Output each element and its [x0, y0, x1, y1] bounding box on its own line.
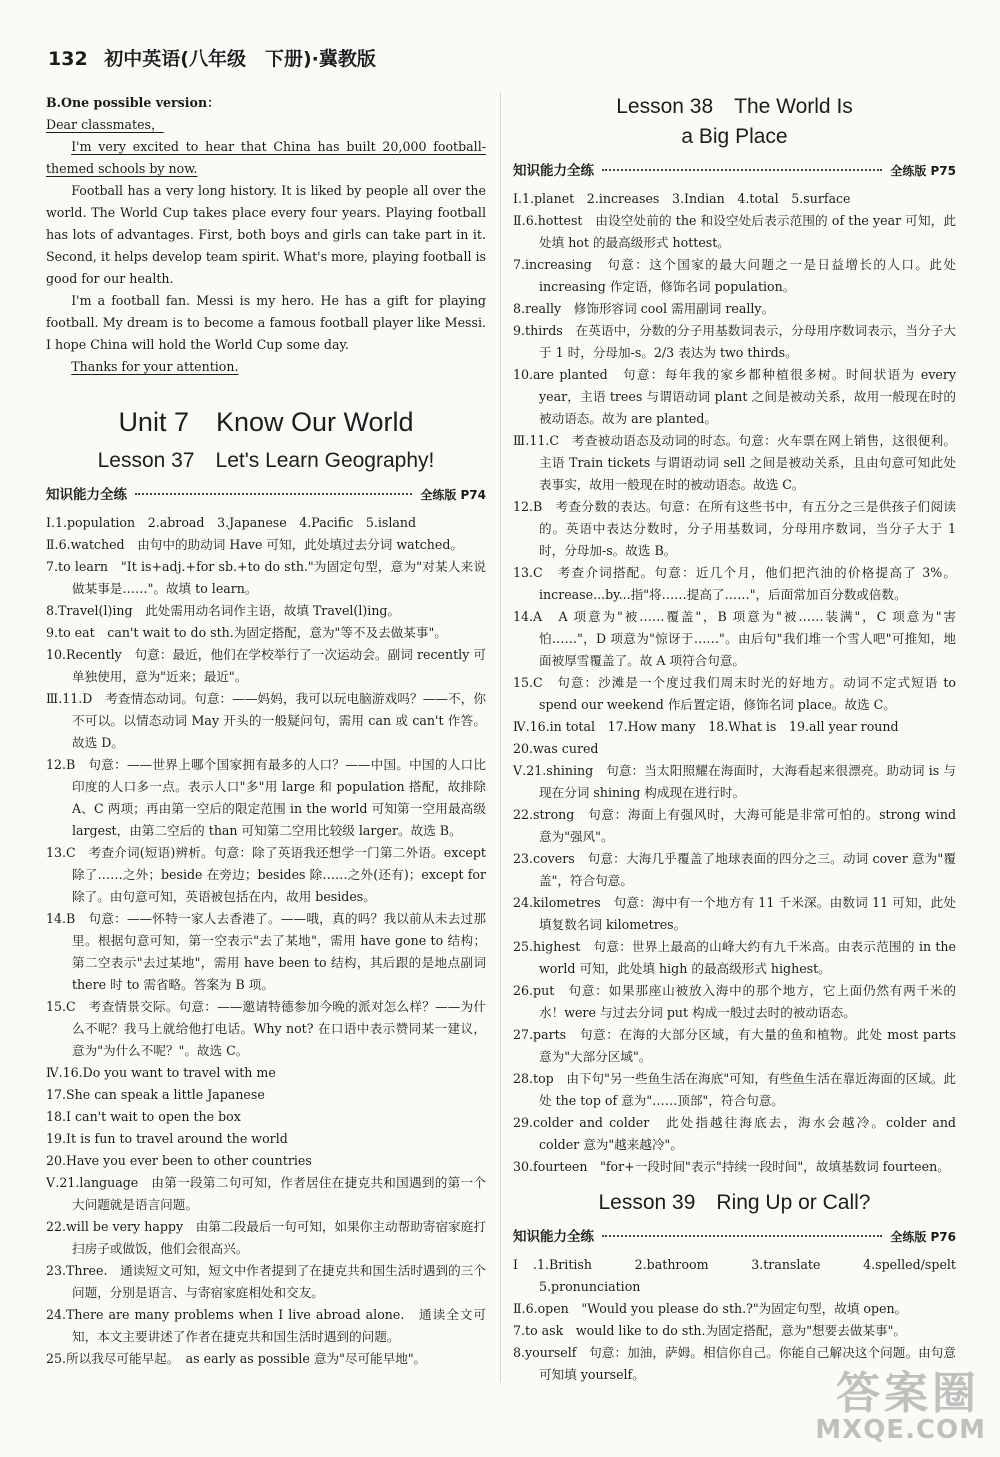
answer-item: 28.top 由下句"另一些鱼生活在海底"可知，有些鱼生活在靠近海面的区域。此处 the top of 意为"……顶部"，符合句意。: [513, 1071, 956, 1108]
answer-item: Ⅰ.1.British 2.bathroom 3.translate 4.spelled/spelt 5.pronunciation: [513, 1257, 969, 1294]
answer-item: Ⅱ.6.watched 由句中的助动词 Have 可知，此处填过去分词 watched。: [46, 537, 463, 552]
answer-item: Ⅰ.1.population 2.abroad 3.Japanese 4.Pacific 5.island: [46, 515, 417, 530]
letter-greeting: Dear classmates，: [46, 117, 164, 132]
answer-item: 10.are planted 句意：每年我的家乡都种植很多树。时间状语为 every year，主语 trees 与谓语动词 plant 之间是被动关系，故用一般现在时的被动语态。故为 are planted。: [513, 367, 956, 426]
dotted-leader: [602, 1235, 882, 1237]
answer-item: 22.strong 句意：海面上有强风时，大海可能是非常可怕的。strong wind 意为"强风"。: [513, 807, 956, 844]
answer-item: Ⅱ.6.open "Would you please do sth.?"为固定句型，故填 open。: [513, 1301, 908, 1316]
letter-closing: Thanks for your attention.: [71, 359, 239, 374]
answer-item: 7.increasing 句意：这个国家的最大问题之一是日益增长的人口。此处 increasing 作定语，修饰名词 population。: [513, 257, 956, 294]
letter-paragraph-1: Football has a very long history. It is liked by people all over the world. The World Cup takes place every four years. Playing football has lots of advantages. First, both boys and girls can take part in it. Second, it helps develop team spirit. What's more, playing football is good for our health.: [46, 183, 486, 286]
dotted-leader: [135, 493, 412, 495]
watermark-logo-text: 答案圈: [836, 1368, 980, 1419]
answer-item: Ⅱ.6.hottest 由设空处前的 the 和设空处后表示范围的 of the year 可知，此处填 hot 的最高级形式 hottest。: [513, 213, 956, 250]
answer-item: 24.There are many problems when I live abroad alone. 通读全文可知，本文主要讲述了作者在捷克共和国生活时遇到的问题。: [46, 1307, 486, 1344]
section-ref: 全练版 P76: [890, 1230, 956, 1244]
answer-item: 12.B 考查分数的表达。句意：在所有这些书中，有五分之三是供孩子们阅读的。英语中表达分数时，分子用基数词，分母用序数词，当分子大于 1 时，分母加-s。故选 B。: [513, 499, 956, 558]
lesson-38-answers: [513, 188, 956, 1178]
answer-item: 15.C 考查情景交际。句意：——邀请特德参加今晚的派对怎么样？——为什么不呢？我马上就给他打电话。Why not? 在口语中表示赞同某一建议，意为"为什么不呢？"。故选 C。: [46, 999, 486, 1058]
answer-item: Ⅴ.21.language 由第一段第二句可知，作者居住在捷克共和国遇到的第一个大问题就是语言问题。: [46, 1175, 486, 1212]
answer-item: 9.thirds 在英语中，分数的分子用基数词表示，分母用序数词表示，当分子大于 1 时，分母加-s。2/3 表达为 two thirds。: [513, 323, 956, 360]
lesson-37-title: Lesson 37 Let's Learn Geography!: [97, 449, 435, 472]
answer-item: 24.kilometres 句意：海中有一个地方有 11 千米深。由数词 11 可知，此处填复数名词 kilometres。: [513, 895, 956, 932]
section-bar-lesson-37: [46, 484, 486, 506]
answer-item: Ⅰ.1.planet 2.increases 3.Indian 4.total 5.surface: [513, 191, 851, 206]
lesson-39-title: Lesson 39 Ring Up or Call?: [598, 1191, 871, 1214]
answer-item: 13.C 考查介词搭配。句意：近几个月，他们把汽油的价格提高了 3%。increase...by...指"将……提高了……"，后面常加百分数或倍数。: [513, 565, 956, 602]
answer-item: 17.She can speak a little Japanese: [46, 1087, 265, 1102]
lesson-37-answers: [46, 512, 486, 1370]
book-title: 初中英语(八年级 下册)·冀教版: [104, 48, 376, 70]
answer-item: 7.to learn "It is+adj.+for sb.+to do sth."为固定句型，意为"对某人来说做某事是……"。故填 to learn。: [46, 559, 486, 596]
answer-item: 8.Travel(l)ing 此处需用动名词作主语，故填 Travel(l)ing。: [46, 603, 401, 618]
left-column: [46, 92, 486, 1370]
answer-item: 7.to ask would like to do sth.为固定搭配，意为"想要去做某事"。: [513, 1323, 906, 1338]
lesson-38-title-line-2: a Big Place: [681, 125, 788, 148]
answer-item: 25.所以我尽可能早起。 as early as possible 意为"尽可能早地"。: [46, 1351, 427, 1366]
answer-item: 30.fourteen "for+一段时间"表示"持续一段时间"，故填基数词 fourteen。: [513, 1159, 950, 1174]
answer-item: 14.A A 项意为"被……覆盖"，B 项意为"被……装满"，C 项意为"害怕……"，D 项意为"惊讶于……"。由后句"我们堆一个雪人吧"可推知，地面被厚雪覆盖了。故 A 项符合句意。: [513, 609, 956, 668]
answer-item: 26.put 句意：如果那座山被放入海中的那个地方，它上面仍然有两千米的水！were 与过去分词 put 构成一般过去时的被动语态。: [513, 983, 956, 1020]
dotted-leader: [602, 169, 882, 171]
answer-item: 25.highest 句意：世界上最高的山峰大约有九千米高。由表示范围的 in the world 可知，此处填 high 的最高级形式 highest。: [513, 939, 956, 976]
section-label: 知识能力全练: [46, 487, 127, 503]
watermark-url: MXQE.COM: [815, 1415, 986, 1445]
unit-title: Unit 7 Know Our World: [118, 407, 414, 437]
section-label: 知识能力全练: [513, 163, 594, 179]
answer-item: Ⅲ.11.C 考查被动语态及动词的时态。句意：火车票在网上销售，这很便利。主语 Train tickets 与谓语动词 sell 之间是被动关系，且由句意可知此处表事实，故用一般现在时的被动语态。故选 C。: [513, 433, 956, 492]
answer-item: 15.C 句意：沙滩是一个度过我们周末时光的好地方。动词不定式短语 to spend our weekend 作后置定语，修饰名词 place。故选 C。: [513, 675, 956, 712]
answer-item: 13.C 考查介词(短语)辨析。句意：除了英语我还想学一门第二外语。except 除了……之外；beside 在旁边；besides 除……之外(还有)；except for 除了。由句意可知，英语被包括在内，故用 besides。: [46, 845, 486, 904]
version-label: B.One possible version：: [46, 95, 220, 110]
letter-paragraph-2: I'm a football fan. Messi is my hero. He has a gift for playing football. My dream is to become a famous football player like Messi. I hope China will hold the World Cup some day.: [46, 293, 486, 352]
answer-item: Ⅴ.21.shining 句意：当太阳照耀在海面时，大海看起来很漂亮。助动词 is 与现在分词 shining 构成现在进行时。: [513, 763, 956, 800]
answer-item: 12.B 句意：——世界上哪个国家拥有最多的人口？——中国。中国的人口比印度的人口多一点。表示人口"多"用 large 和 population 搭配，故排除 A、C 两项；再由第一空后的限定范围 in the world 可知第一空用最高级 largest，由第二空后的 than 可知第二空用比较级 larger。故选 B。: [46, 757, 486, 838]
section-ref: 全练版 P74: [420, 488, 486, 502]
answer-item: 8.yourself 句意：加油，萨姆。相信你自己。你能自己解决这个问题。由句意可知填 yourself。: [513, 1345, 956, 1382]
answer-item: 18.I can't wait to open the box: [46, 1109, 241, 1124]
answer-item: Ⅳ.16.in total 17.How many 18.What is 19.all year round: [513, 719, 899, 734]
section-bar-lesson-38: [513, 160, 956, 182]
lesson-38-title: [513, 92, 956, 152]
answer-item: 20.Have you ever been to other countries: [46, 1153, 312, 1168]
column-divider: [500, 92, 501, 1382]
section-bar-lesson-39: [513, 1226, 956, 1248]
answer-item: 23.covers 句意：大海几乎覆盖了地球表面的四分之三。动词 cover 意为"覆盖"，符合句意。: [513, 851, 956, 888]
answer-item: 22.will be very happy 由第二段最后一句可知，如果你主动帮助寄宿家庭打扫房子或做饭，他们会很高兴。: [46, 1219, 486, 1256]
lesson-38-title-line-1: Lesson 38 The World Is: [616, 95, 853, 118]
section-label: 知识能力全练: [513, 1229, 594, 1245]
answer-item: 20.was cured: [513, 741, 599, 756]
page-header: [48, 44, 488, 84]
answer-item: 29.colder and colder 此处指越往海底去，海水会越冷。colder and colder 意为"越来越冷"。: [513, 1115, 956, 1152]
answer-item: 10.Recently 句意：最近，他们在学校举行了一次运动会。副词 recently 可单独使用，意为"近来；最近"。: [46, 647, 486, 684]
answer-item: 23.Three. 通读短文可知，短文中作者提到了在捷克共和国生活时遇到的三个问题，分别是语言、与寄宿家庭相处和交友。: [46, 1263, 486, 1300]
answer-item: 8.really 修饰形容词 cool 需用副词 really。: [513, 301, 775, 316]
answer-item: 14.B 句意：——怀特一家人去香港了。——哦，真的吗？我以前从未去过那里。根据句意可知，第一空表示"去了某地"，需用 have gone to 结构；第二空表示"去过某地"，需用 have been to 结构，其后跟的是地点副词 there 时 to 需省略。答案为 B 项。: [46, 911, 486, 992]
right-column: [513, 92, 969, 1386]
answer-item: Ⅳ.16.Do you want to travel with me: [46, 1065, 276, 1080]
section-ref: 全练版 P75: [890, 164, 956, 178]
answer-item: 27.parts 句意：在海的大部分区域，有大量的鱼和植物。此处 most parts 意为"大部分区域"。: [513, 1027, 956, 1064]
answer-item: Ⅲ.11.D 考查情态动词。句意：——妈妈，我可以玩电脑游戏吗？——不，你不可以。以情态动词 May 开头的一般疑问句，需用 can 或 can't 作答。故选 D。: [46, 691, 486, 750]
site-watermark: [784, 1355, 994, 1445]
letter-opening: I'm very excited to hear that China has built 20,000 football-themed schools by now.: [46, 139, 486, 176]
answer-item: 9.to eat can't wait to do sth.为固定搭配，意为"等不及去做某事"。: [46, 625, 447, 640]
page-number: 132: [48, 48, 88, 70]
answer-item: 19.It is fun to travel around the world: [46, 1131, 288, 1146]
